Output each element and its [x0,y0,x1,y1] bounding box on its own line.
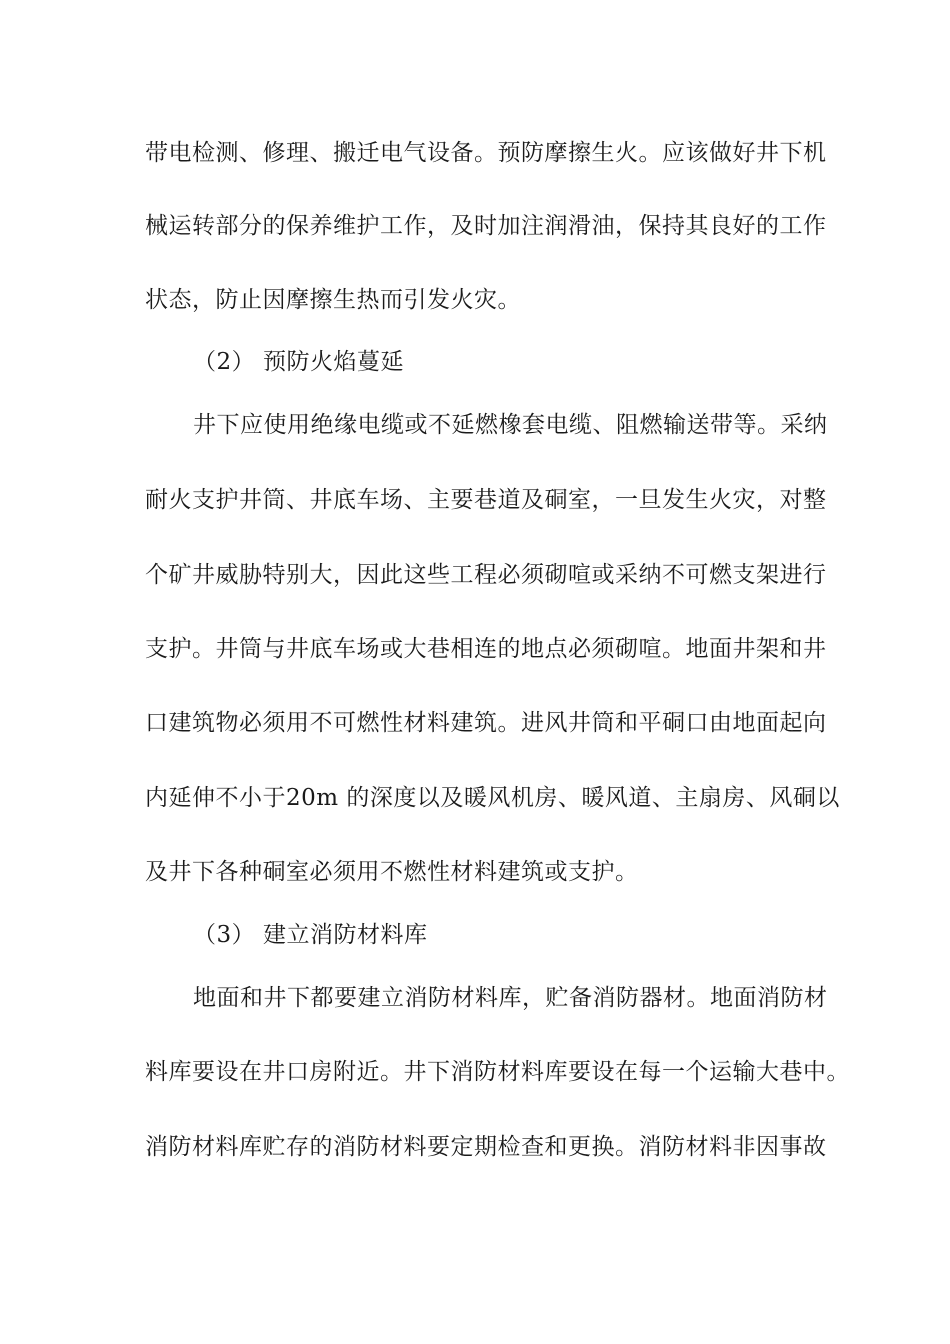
body-text-line: 支护。井筒与井底车场或大巷相连的地点必须砌喧。地面井架和井 [145,636,827,662]
body-text-line: 口建筑物必须用不可燃性材料建筑。进风井筒和平硐口由地面起向 [145,710,827,736]
body-text-line: 个矿井威胁特别大，因此这些工程必须砌喧或采纳不可燃支架进行 [145,562,827,588]
body-text-line: 料库要设在井口房附近。井下消防材料库要设在每一个运输大巷中。 [145,1059,850,1085]
body-text-line: 耐火支护井筒、井底车场、主要巷道及硐室，一旦发生火灾，对整 [145,487,827,513]
body-text-line: 带电检测、修理、搬迁电气设备。预防摩擦生火。应该做好井下机 [145,140,827,166]
body-text-line: 地面和井下都要建立消防材料库，贮备消防器材。地面消防材 [193,985,828,1011]
body-text-line: 消防材料库贮存的消防材料要定期检查和更换。消防材料非因事故 [145,1134,827,1160]
section-heading: （3） 建立消防材料库 [193,922,428,948]
section-heading: （2） 预防火焰蔓延 [193,349,404,375]
body-text-line: 内延伸不小于20m 的深度以及暖风机房、暖风道、主扇房、风硐以 [145,785,840,811]
body-text-line: 井下应使用绝缘电缆或不延燃橡套电缆、阻燃输送带等。采纳 [193,412,828,438]
body-text-line: 及井下各种硐室必须用不燃性材料建筑或支护。 [145,859,639,885]
body-text-line: 械运转部分的保养维护工作，及时加注润滑油，保持其良好的工作 [145,213,827,239]
body-text-line: 状态，防止因摩擦生热而引发火灾。 [145,287,521,313]
